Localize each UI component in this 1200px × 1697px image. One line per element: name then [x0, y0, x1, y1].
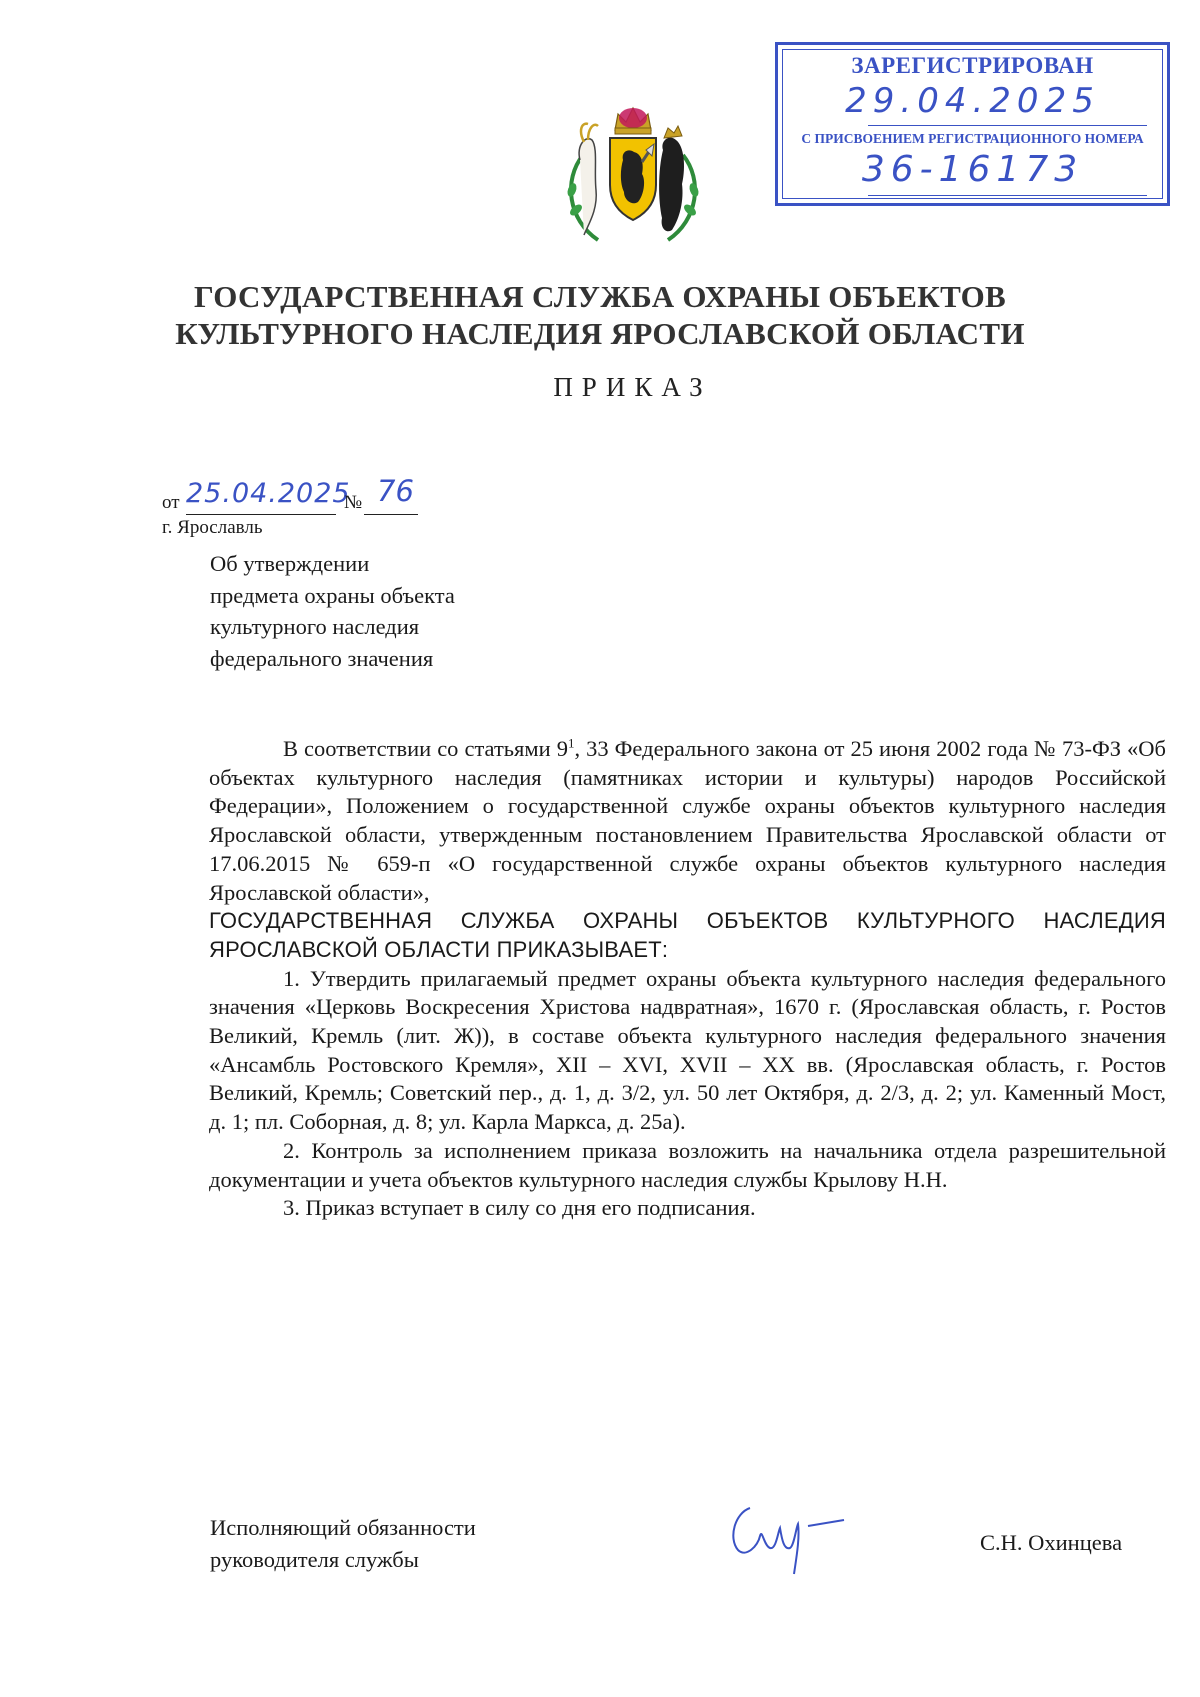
date-underline	[186, 514, 336, 515]
order-item-3: 3. Приказ вступает в силу со дня его подписания.	[283, 1195, 756, 1221]
order-item-2: 2. Контроль за исполнением приказа возложить на начальника отдела разрешительной документации и учета объектов культурного наследия службы Крылову Н.Н.	[209, 1137, 1166, 1192]
order-item-1: 1. Утвердить прилагаемый предмет охраны объекта культурного наследия федерального значения «Церковь Воскресения Христова надвратная», 1670 г. (Ярославская область, г. Ростов Великий, Кремль (лит. Ж)), в составе объекта культурного наследия федерального значения «Ансамбль Ростовского Кремля», XII – XVI, XVII – XX вв. (Ярославская область, г. Ростов Великий, Кремль; Советский пер., д. 1, д. 3/2, ул. 50 лет Октября, д. 2/3, д. 2; ул. Каменный Мост, д. 1; пл. Соборная, д. 8; ул. Карла Маркса, д. 25а).	[209, 965, 1166, 1135]
order-date-row	[162, 474, 422, 518]
signer-position-line2: руководителя службы	[210, 1547, 419, 1572]
stamp-subtitle: С ПРИСВОЕНИЕМ РЕГИСТРАЦИОННОГО НОМЕРА	[801, 131, 1144, 146]
org-name-line1: ГОСУДАРСТВЕННАЯ СЛУЖБА ОХРАНЫ ОБЪЕКТОВ	[193, 279, 1007, 314]
preamble-rest: , 33 Федерального закона от 25 июня 2002 года № 73-ФЗ «Об объектах культурного наследия (памятниках истории и культуры) народов Российской Федерации», Положением о государственной службе охраны объектов культурного наследия Ярославской области, утвержденным постановлением Правительства Ярославской области от 17.06.2015 № 659-п «О государственной службе охраны объектов культурного наследия Ярославской области»,	[209, 736, 1166, 905]
decree-paragraph: ГОСУДАРСТВЕННАЯ СЛУЖБА ОХРАНЫ ОБЪЕКТОВ КУЛЬТУРНОГО НАСЛЕДИЯ ЯРОСЛАВСКОЙ ОБЛАСТИ ПРИКАЗЫВАЕТ:	[209, 908, 1166, 962]
handwritten-signature-icon	[720, 1488, 850, 1578]
number-underline	[364, 514, 418, 515]
order-body	[209, 735, 1166, 1223]
signer-name: С.Н. Охинцева	[980, 1530, 1123, 1555]
subject-line: предмета охраны объекта	[210, 582, 455, 608]
stamp-number-underline	[868, 195, 1147, 196]
org-name-line2: КУЛЬТУРНОГО НАСЛЕДИЯ ЯРОСЛАВСКОЙ ОБЛАСТИ	[175, 316, 1025, 351]
subject-line: федерального значения	[210, 645, 434, 671]
preamble-paragraph	[209, 735, 1166, 907]
document-type: ПРИКАЗ	[553, 372, 712, 402]
city: г. Ярославль	[162, 517, 263, 538]
signer-position	[210, 1512, 476, 1576]
stamp-number: 36-16173	[861, 149, 1084, 190]
number-prefix: №	[344, 492, 363, 513]
date-prefix: от	[162, 492, 180, 513]
stamp-date-underline	[868, 125, 1147, 126]
order-number: 76	[377, 474, 414, 508]
subject-line: Об утверждении	[210, 551, 370, 576]
order-date: 25.04.2025	[186, 478, 351, 509]
coat-of-arms-icon	[558, 100, 708, 250]
preamble-start: В соответствии со статьями 9	[283, 736, 568, 761]
subject-line: культурного наследия	[210, 614, 420, 639]
registration-stamp	[775, 42, 1170, 206]
preamble-superscript: 1	[567, 735, 575, 751]
stamp-date: 29.04.2025	[845, 81, 1100, 121]
order-subject	[210, 548, 455, 674]
signer-position-line1: Исполняющий обязанности	[210, 1515, 476, 1540]
stamp-title: ЗАРЕГИСТРИРОВАН	[851, 53, 1094, 78]
